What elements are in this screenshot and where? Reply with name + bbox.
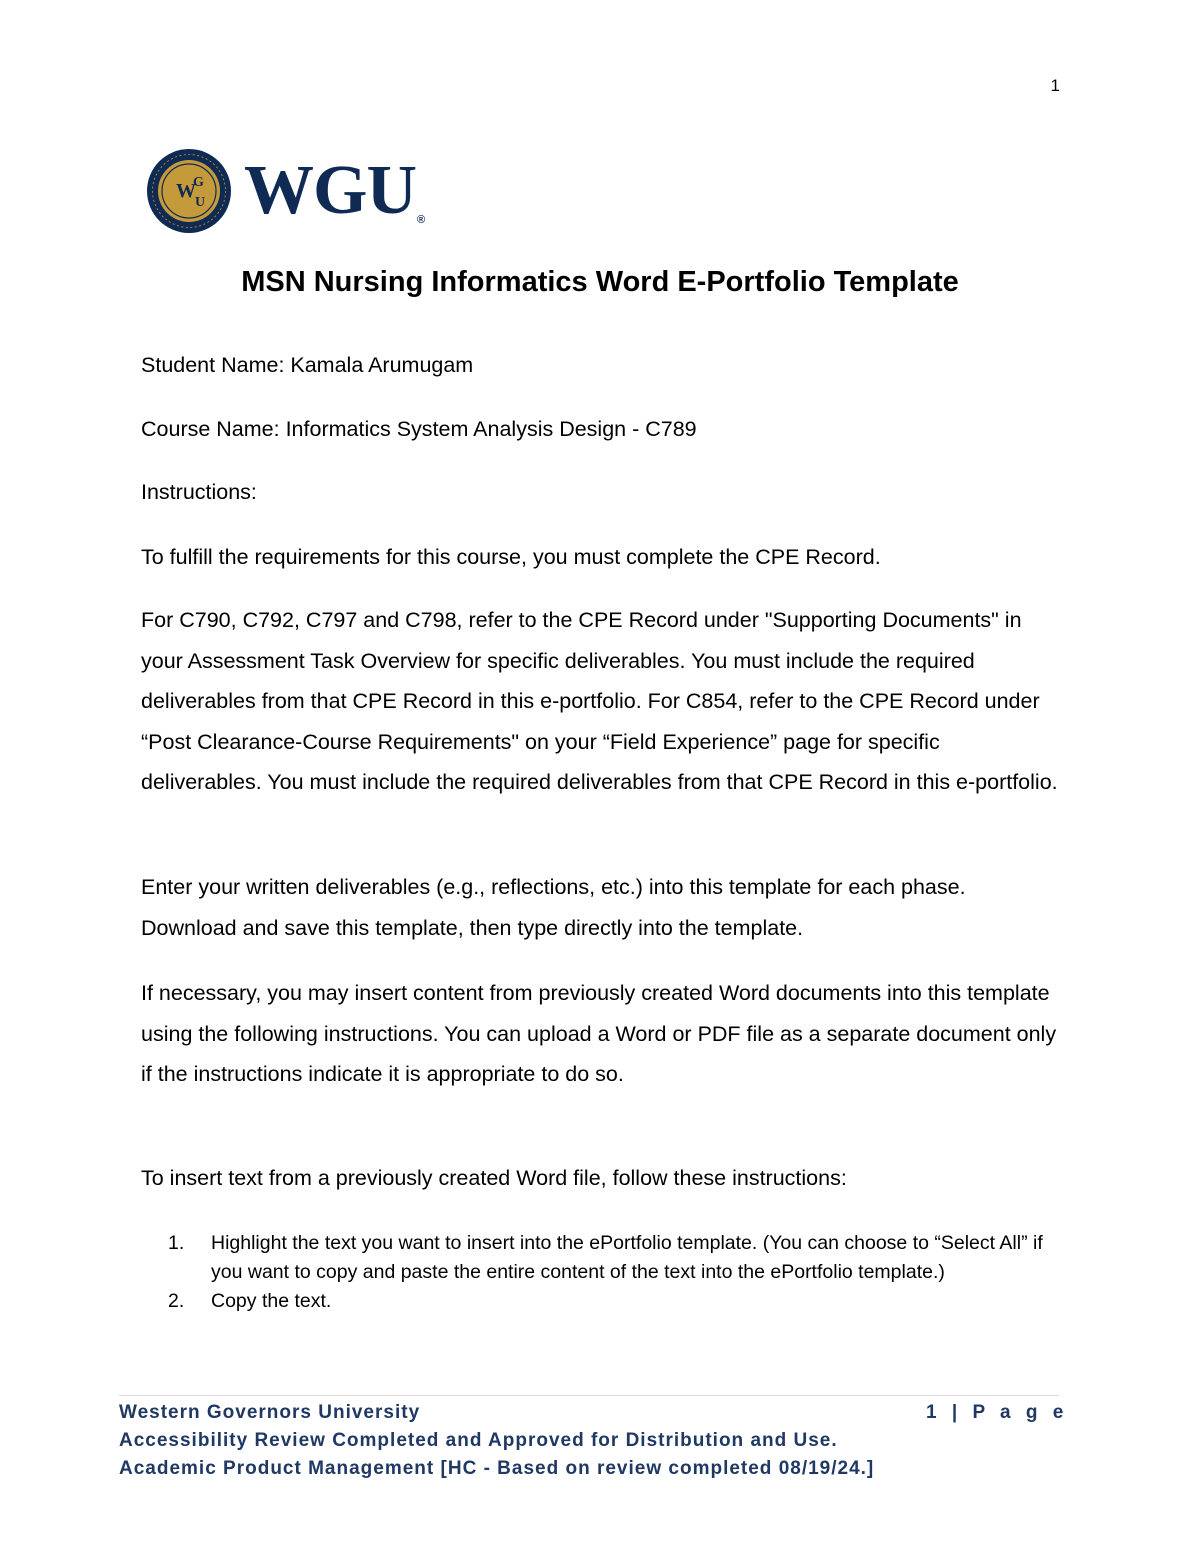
page-number: 1 bbox=[1050, 76, 1060, 95]
step-text: Copy the text. bbox=[211, 1290, 332, 1312]
step-text: Highlight the text you want to insert into the ePortfolio template. (You can choose to “Select All” if you want to copy and paste the entire content of the text into the ePortfolio template.) bbox=[211, 1232, 1043, 1283]
paragraph-insert-content: If necessary, you may insert content from previously created Word documents into this template using the following instructions. You can upload a Word or PDF file as a separate document only if the instructions indicate it is appropriate to do so. bbox=[141, 981, 1057, 1086]
course-name: Course Name: Informatics System Analysis Design - C789 bbox=[141, 417, 697, 441]
paragraph-cpe-record: To fulfill the requirements for this course, you must complete the CPE Record. bbox=[141, 545, 881, 569]
step-number: 2. bbox=[168, 1290, 185, 1312]
footer-accessibility: Accessibility Review Completed and Approved for Distribution and Use. bbox=[119, 1430, 838, 1451]
wgu-wordmark: WGU® bbox=[244, 152, 425, 229]
wgu-seal-icon bbox=[146, 148, 232, 234]
list-item bbox=[168, 1287, 1048, 1316]
paragraph-insert-instructions: To insert text from a previously created Word file, follow these instructions: bbox=[141, 1166, 847, 1190]
footer-divider bbox=[119, 1395, 1059, 1396]
footer-page-label: 1 | P a g e bbox=[926, 1402, 1069, 1423]
svg-text:G: G bbox=[193, 175, 204, 190]
svg-text:W: W bbox=[176, 180, 196, 202]
wgu-logo bbox=[146, 148, 424, 234]
svg-text:U: U bbox=[195, 195, 206, 210]
paragraph-written-deliverables: Enter your written deliverables (e.g., reflections, etc.) into this template for each phase. Download and save this template, then type directly into the template. bbox=[141, 875, 966, 940]
student-name: Student Name: Kamala Arumugam bbox=[141, 353, 474, 377]
document-title: MSN Nursing Informatics Word E-Portfolio Template bbox=[241, 266, 959, 298]
instructions-heading: Instructions: bbox=[141, 480, 257, 504]
instruction-steps bbox=[168, 1229, 1048, 1316]
paragraph-deliverables: For C790, C792, C797 and C798, refer to the CPE Record under "Supporting Documents" in your Assessment Task Overview for specific deliverables. You must include the required deliverables from that CPE Record in this e-portfolio. For C854, refer to the CPE Record under “Post Clearance-Course Requirements" on your “Field Experience” page for specific deliverables. You must include the required deliverables from that CPE Record in this e-portfolio. bbox=[141, 608, 1058, 794]
registered-mark: ® bbox=[417, 214, 425, 226]
footer-university: Western Governors University bbox=[119, 1402, 421, 1423]
list-item bbox=[168, 1229, 1048, 1287]
footer-product-management: Academic Product Management [HC - Based on review completed 08/19/24.] bbox=[119, 1458, 875, 1479]
step-number: 1. bbox=[168, 1232, 185, 1254]
